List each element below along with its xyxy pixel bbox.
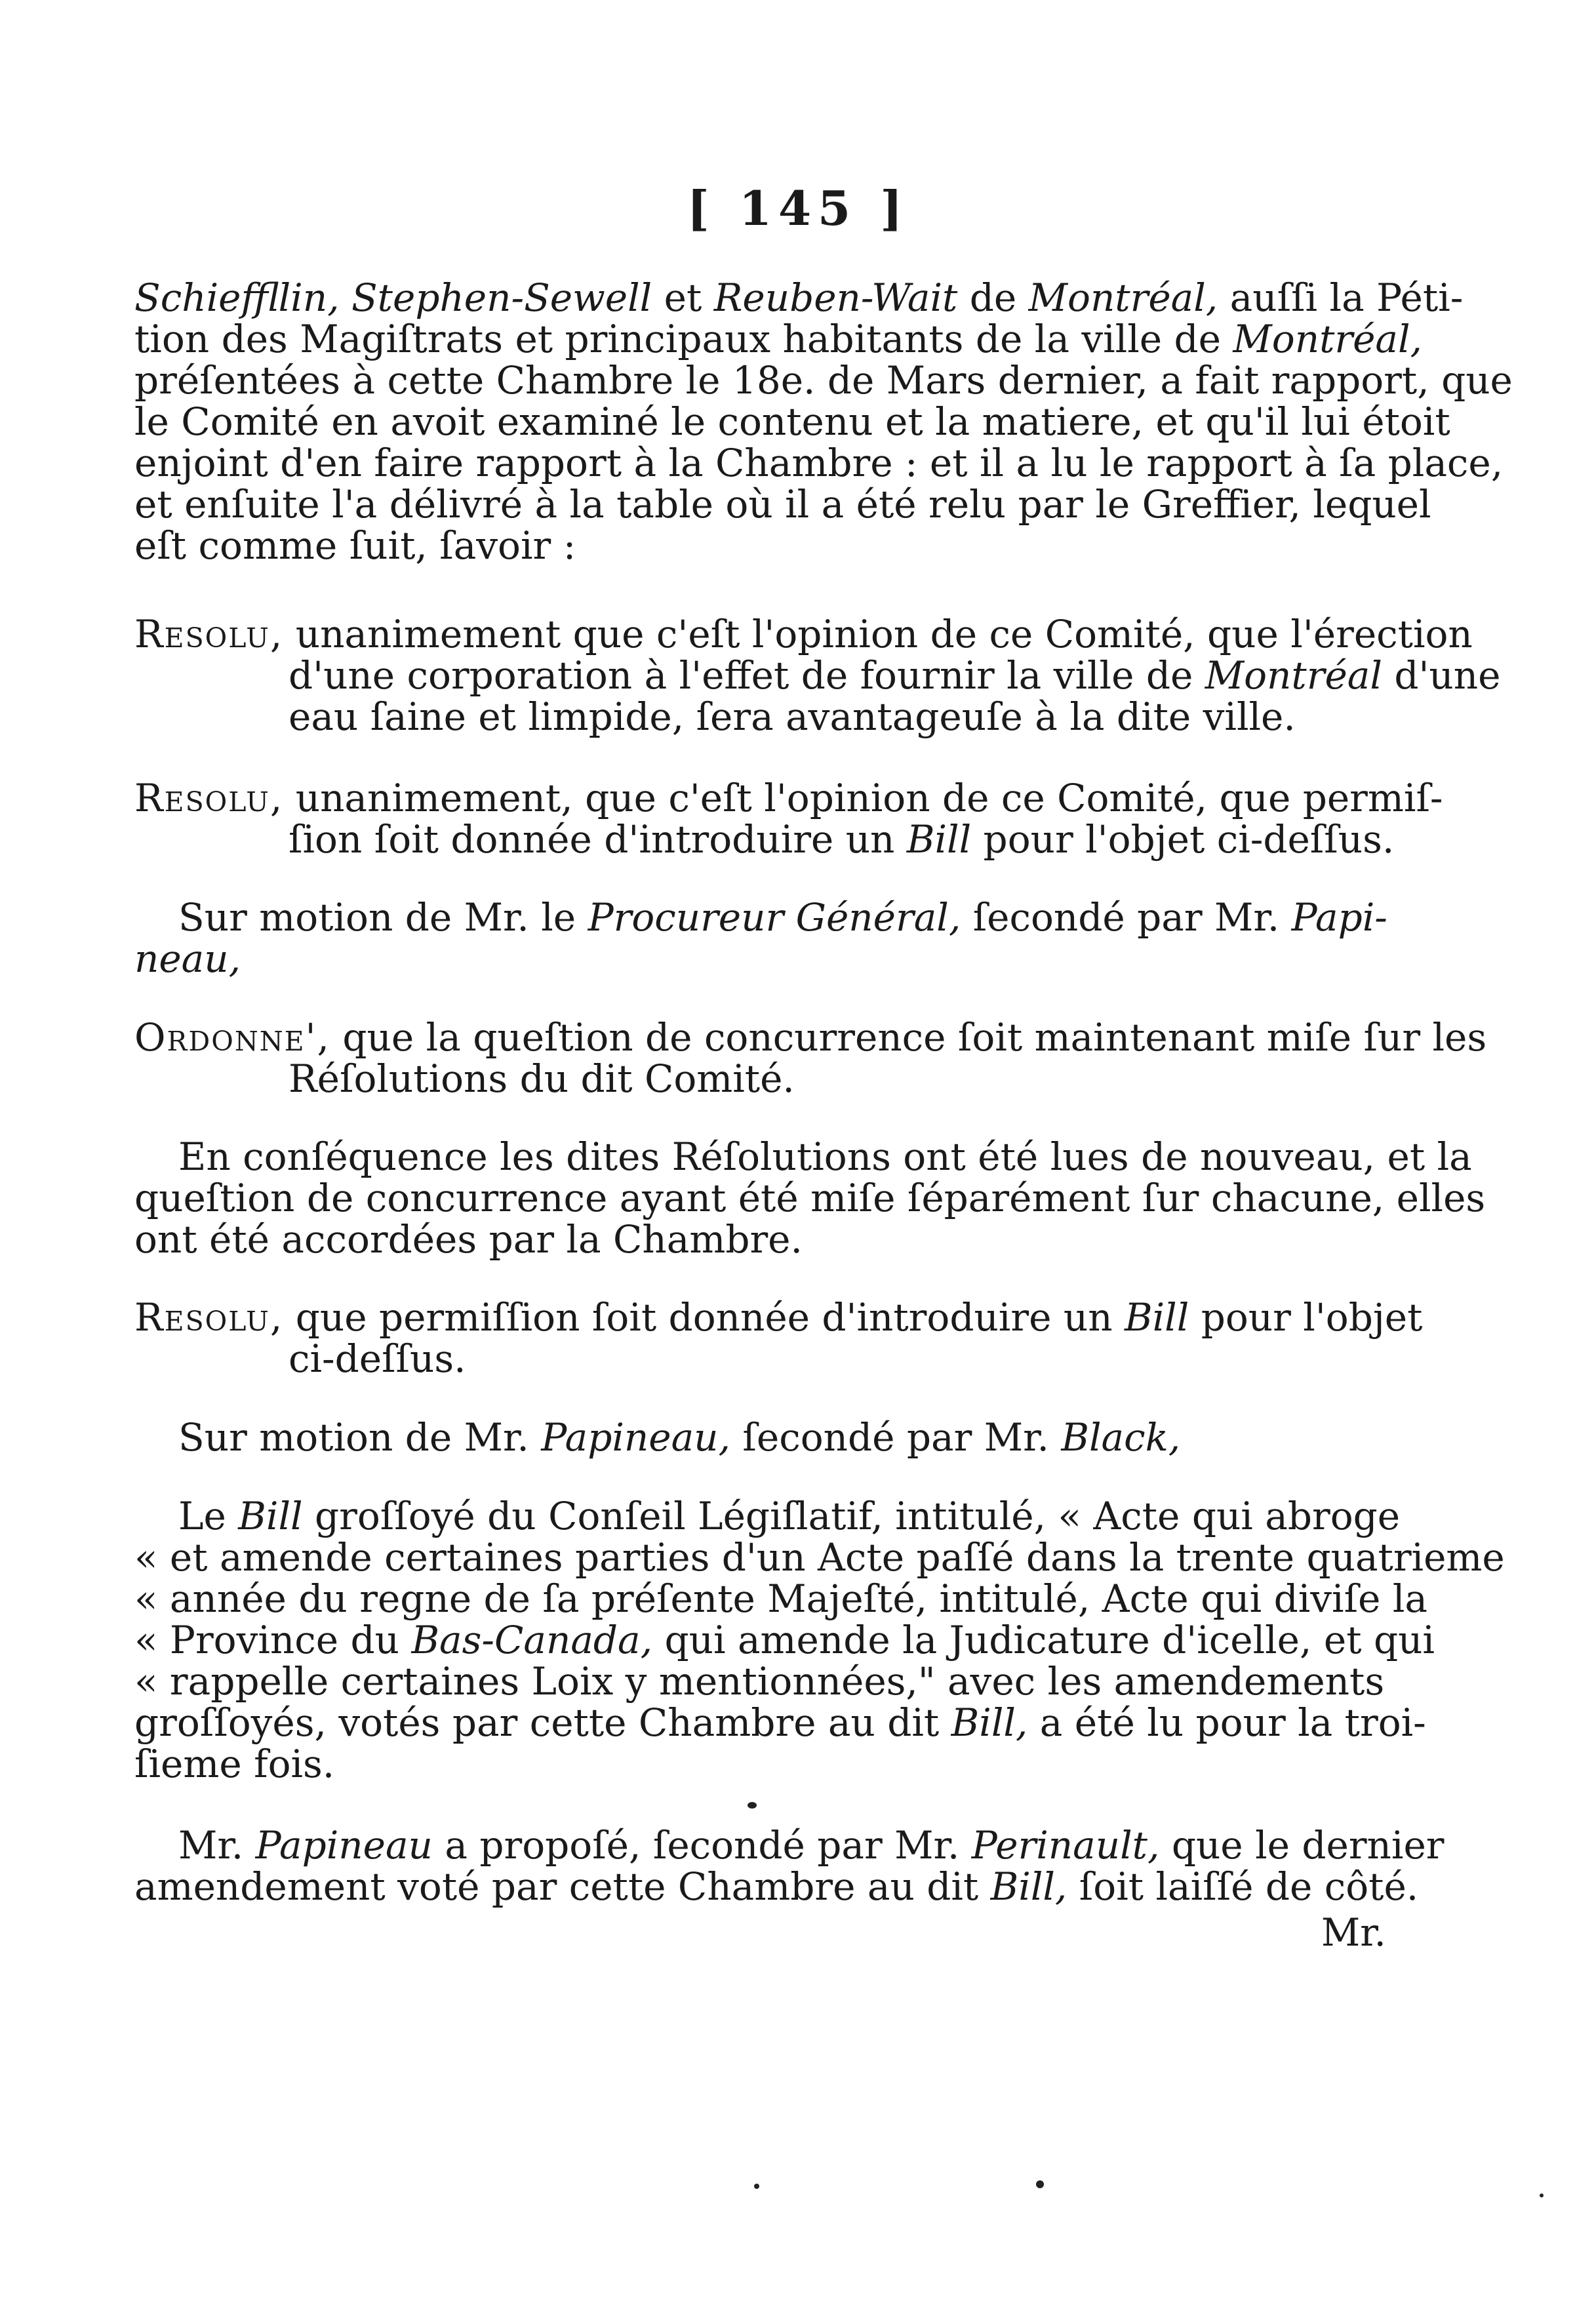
italic-text: Black, [1061,1415,1181,1460]
text-line [134,1742,1384,1786]
text-line [134,399,1450,444]
roman-text: queſtion de concurrence ayant été miſe ſéparément ſur chacune, elles [134,1176,1486,1220]
text-line [134,482,1431,527]
roman-text: amendement voté par cette Chambre au dit [134,1864,991,1909]
roman-text: ſoit laiſſé de côté. [1067,1864,1419,1909]
roman-text: tion des Magiſtrats et principaux habitants de la ville de [134,317,1233,361]
italic-text: Papi- [1291,895,1387,940]
italic-text: Procureur Général, [588,895,961,940]
italic-text: Montréal, [1028,275,1218,320]
roman-text: Sur motion de Mr. [178,1415,542,1460]
roman-text: pour l'objet ci-deſſus. [971,817,1395,862]
roman-text: eſt comme ſuit, ſavoir : [134,523,576,568]
roman-text: préſentées à cette Chambre le 18e. de Mars dernier, a fait rapport, que [134,358,1513,403]
roman-text: a propoſé, ſecondé par Mr. [432,1823,972,1868]
text-line [134,1864,1419,1909]
roman-text: « Province du [134,1618,412,1662]
roman-text: unanimement que c'eſt l'opinion de ce Comité, que l'érection [283,612,1473,656]
motion-line [178,1823,1445,1868]
roman-text: ſion ſoit donnée d'introduire un [289,817,907,862]
text-line [178,1494,1401,1538]
roman-text: unanimement, que c'eſt l'opinion de ce Comité, que permiſ- [283,776,1443,820]
roman-text: d'une [1382,653,1501,698]
ink-speck [748,1802,757,1809]
italic-text: Montréal [1205,653,1382,698]
text-line [134,1176,1486,1220]
catchword: Mr. [1321,1910,1386,1955]
roman-text: que permiſſion ſoit donnée d'introduire un [283,1295,1125,1340]
roman-text: le Comité en avoit examiné le contenu et la matiere, et qu'il lui étoit [134,399,1450,444]
roman-text: a été lu pour la troi- [1027,1700,1426,1745]
roman-text: En conſéquence les dites Réſolutions ont été lues de nouveau, et la [178,1134,1472,1179]
roman-text: ſecondé par Mr. [961,895,1292,940]
roman-text: ſecondé par Mr. [730,1415,1062,1460]
motion-line [178,1415,1384,1460]
italic-text: Bas-Canada, [411,1618,653,1662]
text-line [134,936,1384,981]
roman-text: pour l'objet [1189,1295,1423,1340]
quote-line [134,1535,1505,1580]
roman-text: « et amende certaines parties d'un Acte paſſé dans la trente quatrieme [134,1535,1505,1580]
roman-text: que la queſtion de concurrence ſoit maintenant miſe ſur les [330,1015,1487,1060]
text-line [134,275,1464,320]
roman-text: groſſoyés, votés par cette Chambre au dit [134,1700,951,1745]
text-line [289,1056,1384,1101]
roman-text: « rappelle certaines Loix y mentionnées," avec les amendements [134,1659,1385,1704]
italic-text: Schieffllin, Stephen-Sewell [134,275,652,320]
quote-line [134,1618,1435,1662]
roman-text: « année du regne de ſa préſente Majeſté, intitulé, Acte qui diviſe la [134,1576,1427,1621]
ink-speck [754,2184,759,2189]
text-line [134,317,1422,361]
resolution-line [134,776,1443,820]
small-caps-text: Resolu, [134,776,284,820]
motion-line [178,895,1387,940]
italic-text: Reuben-Wait [713,275,958,320]
roman-text: ont été accordées par la Chambre. [134,1217,803,1262]
italic-text: Papineau [255,1823,433,1868]
roman-text: qui amende la Judicature d'icelle, et qui [652,1618,1435,1662]
text-line [134,358,1513,403]
text-line [134,523,1384,568]
roman-text: Mr. [178,1823,256,1868]
roman-text: eau ſaine et limpide, ſera avantageuſe à la dite ville. [289,694,1296,739]
roman-text: Réſolutions du dit Comité. [289,1056,795,1101]
small-caps-text: Resolu, [134,612,284,656]
roman-text: d'une corporation à l'effet de fournir la ville de [289,653,1205,698]
roman-text: de [957,275,1029,320]
text-line [289,694,1384,739]
quote-line [134,1576,1427,1621]
small-caps-text: Ordonne', [134,1015,330,1060]
roman-text: Le [178,1494,239,1538]
italic-text: Bill [906,817,972,862]
italic-text: Montréal, [1233,317,1422,361]
quote-line [134,1659,1385,1704]
small-caps-text: Resolu, [134,1295,284,1340]
roman-text: auſſi la Péti- [1218,275,1464,320]
roman-text: ci-deſſus. [289,1336,466,1381]
resolution-line [134,1295,1423,1340]
ink-speck [1540,2193,1544,2197]
text-line [134,1217,1384,1262]
italic-text: Bill, [990,1864,1067,1909]
ink-speck [1036,2180,1044,2188]
page-number: [ 145 ] [687,180,909,236]
text-line [134,1700,1426,1745]
roman-text: groſſoyé du Conſeil Légiſlatif, intitulé, « Acte qui abroge [302,1494,1401,1538]
text-line [289,1336,1384,1381]
italic-text: Perinault, [971,1823,1160,1868]
italic-text: Papineau, [541,1415,730,1460]
roman-text: et [652,275,714,320]
roman-text: Sur motion de Mr. le [178,895,588,940]
resolution-line [134,612,1473,656]
text-line [289,817,1395,862]
italic-text: Bill [238,1494,303,1538]
order-line [134,1015,1487,1060]
roman-text: que le dernier [1159,1823,1445,1868]
text-line [134,441,1504,485]
italic-text: Bill, [951,1700,1028,1745]
italic-text: neau, [134,936,241,981]
italic-text: Bill [1125,1295,1189,1340]
text-line [289,653,1501,698]
roman-text: et enſuite l'a délivré à la table où il a été relu par le Greffier, lequel [134,482,1431,527]
text-line [178,1134,1472,1179]
roman-text: enjoint d'en faire rapport à la Chambre : et il a lu le rapport à ſa place, [134,441,1504,485]
roman-text: ſieme fois. [134,1742,335,1786]
